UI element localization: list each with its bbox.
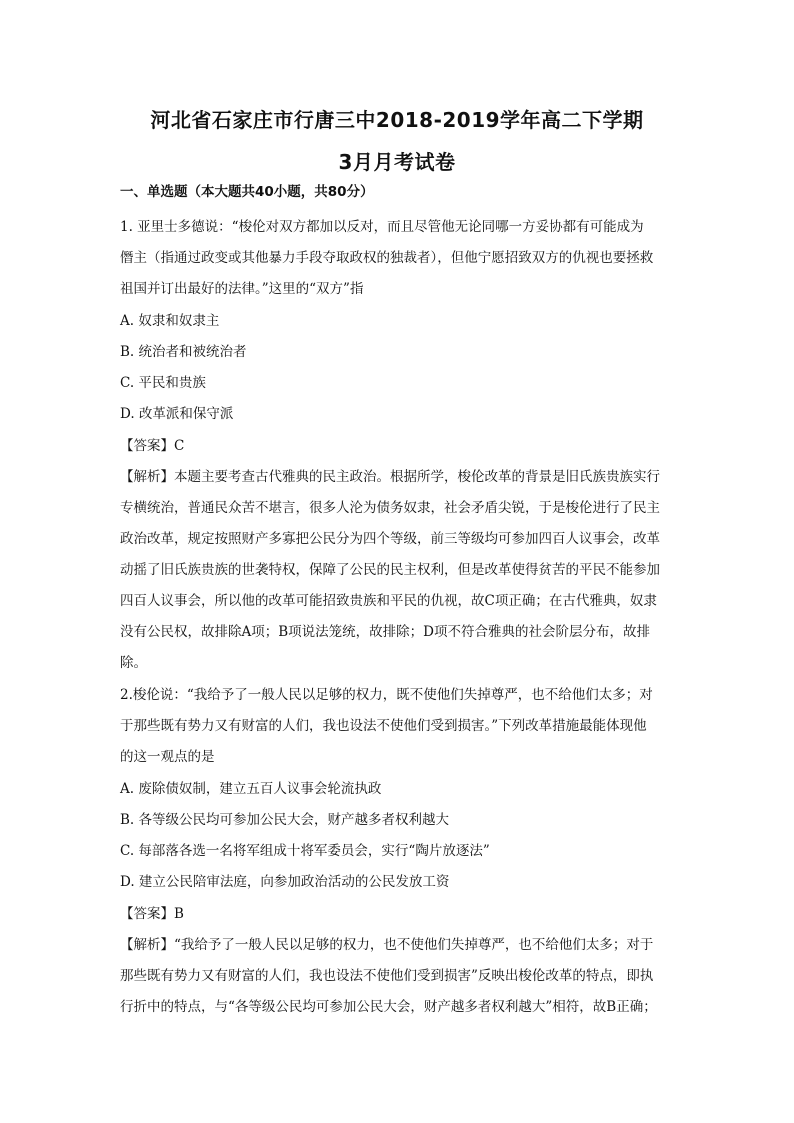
q1-answer: 【答案】C	[120, 438, 185, 454]
q1-option-d: D. 改革派和保守派	[120, 406, 234, 422]
q2-option-a: A. 废除债奴制，建立五百人议事会轮流执政	[120, 781, 382, 797]
q2-stem-line: 于那些既有势力又有财富的人们，我也设法不使他们受到损害。”下列改革措施最能体现他	[120, 718, 647, 734]
q2-stem-line: 2.梭伦说：“我给予了一般人民以足够的权力，既不使他们失掉尊严，也不给他们太多；对	[120, 687, 653, 703]
q1-option-a: A. 奴隶和奴隶主	[120, 313, 220, 329]
q1-option-b: B. 统治者和被统治者	[120, 344, 247, 360]
q1-analysis-line: 政治改革，规定按照财产多寡把公民分为四个等级，前三等级均可参加四百人议事会，改革	[120, 531, 660, 547]
q2-option-b: B. 各等级公民均可参加公民大会，财产越多者权利越大	[120, 812, 450, 828]
q1-analysis-line: 除。	[120, 655, 147, 671]
q1-option-c: C. 平民和贵族	[120, 375, 206, 391]
document-title: 河北省石家庄市行唐三中2018-2019学年高二下学期	[150, 108, 644, 132]
document-subtitle: 3月月考试卷	[338, 150, 456, 174]
q1-stem-line: 僭主（指通过政变或其他暴力手段夺取政权的独裁者），但他宁愿招致双方的仇视也要拯救	[120, 250, 654, 266]
q1-analysis-line: 【解析】本题主要考查古代雅典的民主政治。根据所学，梭伦改革的背景是旧氏族贵族实行	[120, 469, 660, 485]
q2-option-c: C. 每部落各选一名将军组成十将军委员会，实行“陶片放逐法”	[120, 843, 490, 859]
q1-analysis-line: 动摇了旧氏族贵族的世袭特权，保障了公民的民主权利，但是改革使得贫苦的平民不能参加	[120, 562, 660, 578]
q1-stem-line: 1. 亚里士多德说：“梭伦对双方都加以反对，而且尽管他无论同哪一方妥协都有可能成为	[120, 219, 644, 235]
q2-stem-line: 的这一观点的是	[120, 749, 215, 765]
q2-analysis-line: 那些既有势力又有财富的人们，我也设法不使他们受到损害”反映出梭伦改革的特点，即执	[120, 968, 654, 984]
q1-stem-line: 祖国并订出最好的法律。”这里的“双方”指	[120, 281, 364, 297]
q2-analysis-line: 行折中的特点，与“各等级公民均可参加公民大会，财产越多者权利越大”相符，故B正确；	[120, 999, 657, 1015]
q1-analysis-line: 专横统治，普通民众苦不堪言，很多人沦为债务奴隶，社会矛盾尖锐，于是梭伦进行了民主	[120, 500, 660, 516]
q1-analysis-line: 没有公民权，故排除A项；B项说法笼统，故排除；D项不符合雅典的社会阶层分布，故排	[120, 624, 650, 640]
q1-analysis-line: 四百人议事会，所以他的改革可能招致贵族和平民的仇视，故C项正确；在古代雅典，奴隶	[120, 593, 657, 609]
q2-answer: 【答案】B	[120, 906, 184, 922]
section-heading: 一、单选题（本大题共40小题，共80分）	[120, 184, 374, 200]
q2-option-d: D. 建立公民陪审法庭，向参加政治活动的公民发放工资	[120, 874, 450, 890]
q2-analysis-line: 【解析】“我给予了一般人民以足够的权力，也不使他们失掉尊严，也不给他们太多；对于	[120, 937, 654, 953]
